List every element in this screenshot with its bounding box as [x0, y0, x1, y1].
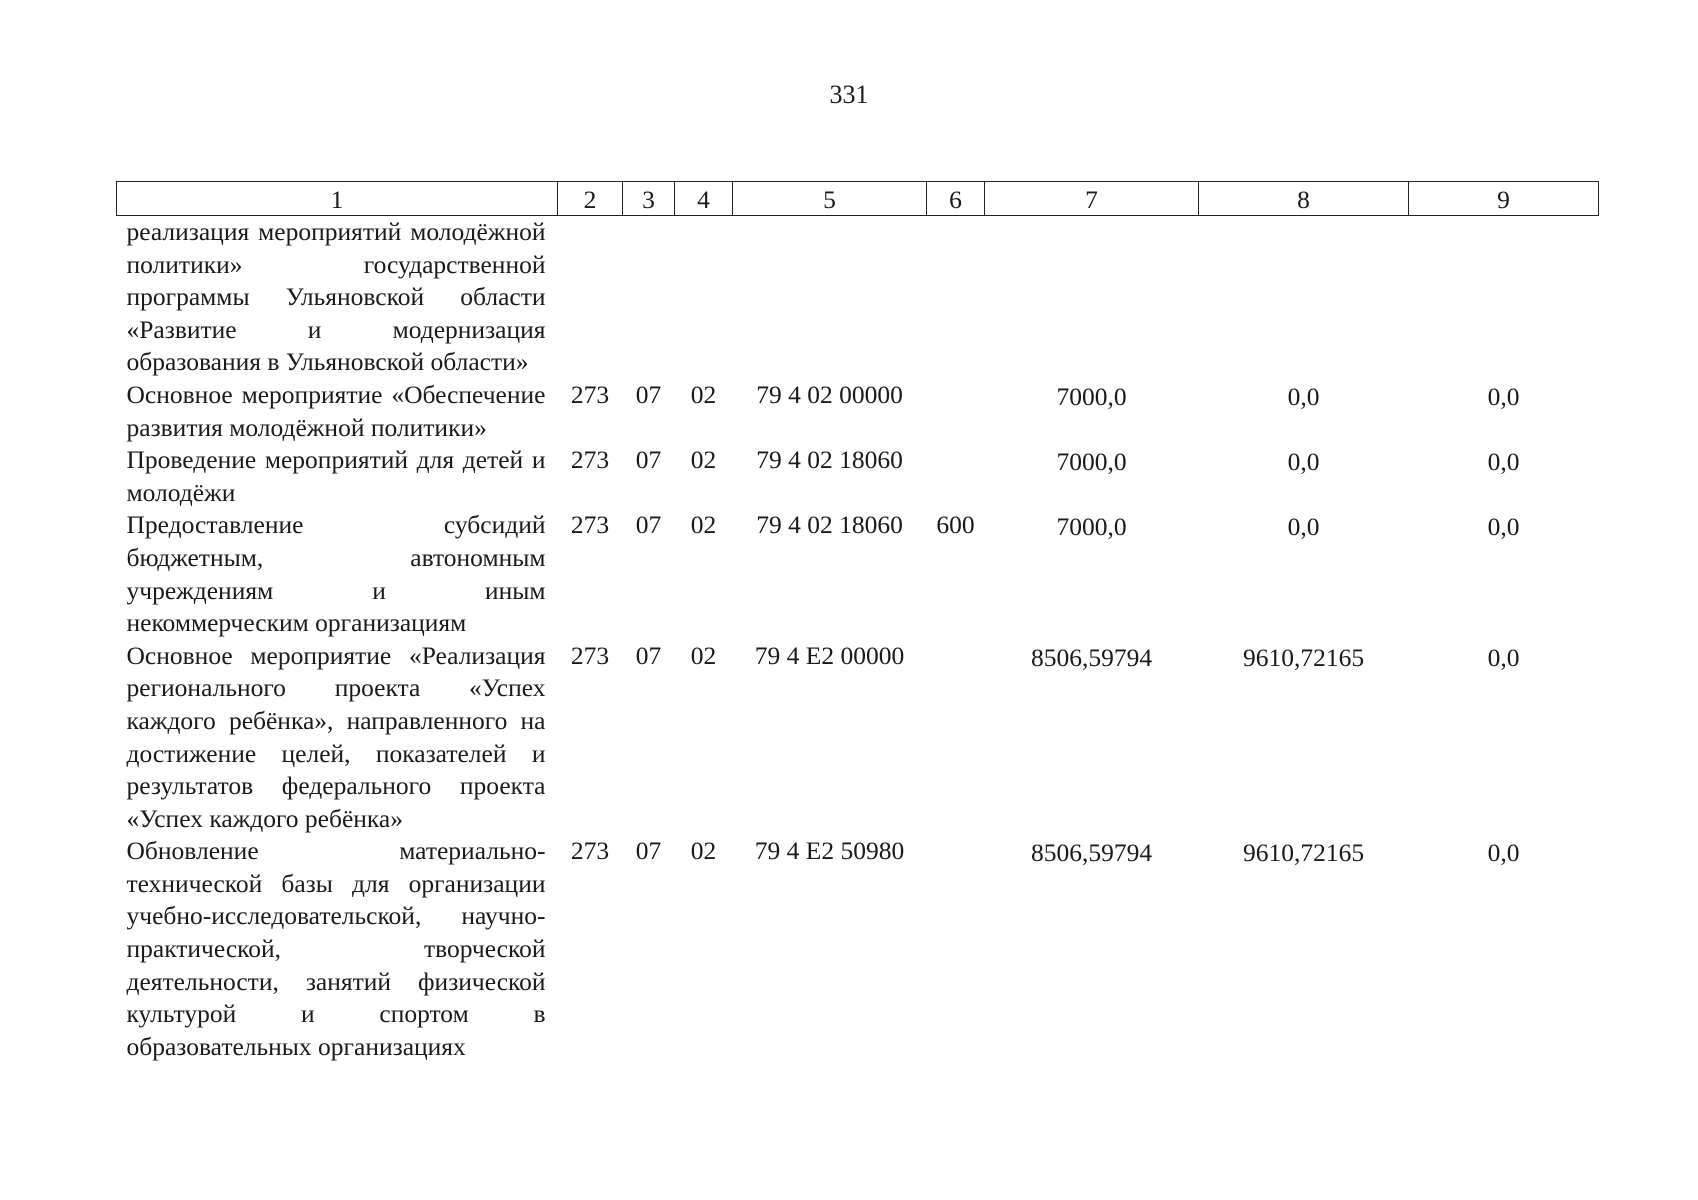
row-section: 07 — [635, 836, 662, 866]
row-ministry: 273 — [570, 836, 610, 866]
table-row — [117, 216, 1599, 379]
row-amount-9: 0,0 — [1487, 838, 1520, 868]
header-row — [117, 182, 1599, 216]
row-target-article — [733, 216, 927, 379]
column-header-2: 2 — [558, 182, 623, 216]
row-section — [623, 216, 675, 379]
row-target-article: 79 4 02 18060 — [756, 445, 903, 475]
row-name: реализация мероприятий молодёжной политики» государственной программы Ульяновской области «Развитие и модернизация образования в Ульяновской области» — [126, 217, 546, 377]
row-amount-8: 0,0 — [1287, 512, 1320, 542]
table-row — [117, 509, 1599, 639]
row-expense-type — [927, 640, 985, 836]
row-amount-9: 0,0 — [1487, 381, 1520, 411]
column-header-4: 4 — [675, 182, 733, 216]
row-target-article: 79 4 02 00000 — [756, 379, 903, 409]
row-name: Обновление материально-технической базы для организации учебно-исследовательской, научно-практической, творческой деятельности, занятий физической культурой и спортом в образовательных организациях — [126, 836, 546, 1061]
row-ministry: 273 — [570, 445, 610, 475]
column-header-8: 8 — [1199, 182, 1409, 216]
row-amount-8 — [1199, 216, 1409, 379]
row-amount-7: 7000,0 — [1056, 447, 1127, 477]
row-subsection: 02 — [690, 379, 717, 409]
row-subsection: 02 — [690, 510, 717, 540]
row-amount-7: 8506,59794 — [1030, 642, 1153, 672]
column-header-5: 5 — [733, 182, 927, 216]
row-target-article: 79 4 02 18060 — [756, 510, 903, 540]
row-amount-7: 7000,0 — [1056, 512, 1127, 542]
row-section: 07 — [635, 510, 662, 540]
budget-table — [116, 181, 1599, 1063]
row-target-article: 79 4 E2 00000 — [754, 640, 905, 670]
row-section: 07 — [635, 379, 662, 409]
row-amount-8: 9610,72165 — [1242, 838, 1365, 868]
row-amount-8: 9610,72165 — [1242, 642, 1365, 672]
row-ministry — [558, 216, 623, 379]
row-amount-8: 0,0 — [1287, 447, 1320, 477]
row-target-article: 79 4 E2 50980 — [754, 836, 905, 866]
column-header-7: 7 — [985, 182, 1199, 216]
row-expense-type: 600 — [936, 510, 975, 540]
column-header-6: 6 — [927, 182, 985, 216]
row-subsection: 02 — [690, 640, 717, 670]
row-amount-9: 0,0 — [1487, 512, 1520, 542]
row-amount-7: 8506,59794 — [1030, 838, 1153, 868]
row-subsection — [675, 216, 733, 379]
row-amount-9 — [1409, 216, 1599, 379]
column-header-3: 3 — [623, 182, 675, 216]
row-name: Основное мероприятие «Реализация регионального проекта «Успех каждого ребёнка», направленного на достижение целей, показателей и результатов федерального проекта «Успех каждого ребёнка» — [126, 640, 546, 833]
row-name: Основное мероприятие «Обеспечение развития молодёжной политики» — [126, 379, 546, 442]
row-ministry: 273 — [570, 510, 610, 540]
row-amount-9: 0,0 — [1487, 447, 1520, 477]
row-amount-7 — [985, 216, 1199, 379]
row-amount-9: 0,0 — [1487, 642, 1520, 672]
row-name: Проведение мероприятий для детей и молодёжи — [126, 445, 546, 507]
row-subsection: 02 — [690, 445, 717, 475]
column-header-9: 9 — [1409, 182, 1599, 216]
row-amount-7: 7000,0 — [1056, 381, 1127, 411]
row-expense-type — [927, 379, 985, 444]
row-amount-8: 0,0 — [1287, 381, 1320, 411]
row-expense-type — [927, 216, 985, 379]
row-ministry: 273 — [570, 379, 610, 409]
table-row — [117, 444, 1599, 509]
row-name: Предоставление субсидий бюджетным, автономным учреждениям и иным некоммерческим организациям — [126, 510, 546, 638]
table-row — [117, 379, 1599, 444]
row-ministry: 273 — [570, 640, 610, 670]
column-header-1: 1 — [117, 182, 558, 216]
row-expense-type — [927, 444, 985, 509]
table-row — [117, 835, 1599, 1063]
row-subsection: 02 — [690, 836, 717, 866]
row-expense-type — [927, 835, 985, 1063]
row-section: 07 — [635, 640, 662, 670]
table-row — [117, 640, 1599, 836]
row-section: 07 — [635, 445, 662, 475]
page-number: 331 — [829, 80, 869, 109]
